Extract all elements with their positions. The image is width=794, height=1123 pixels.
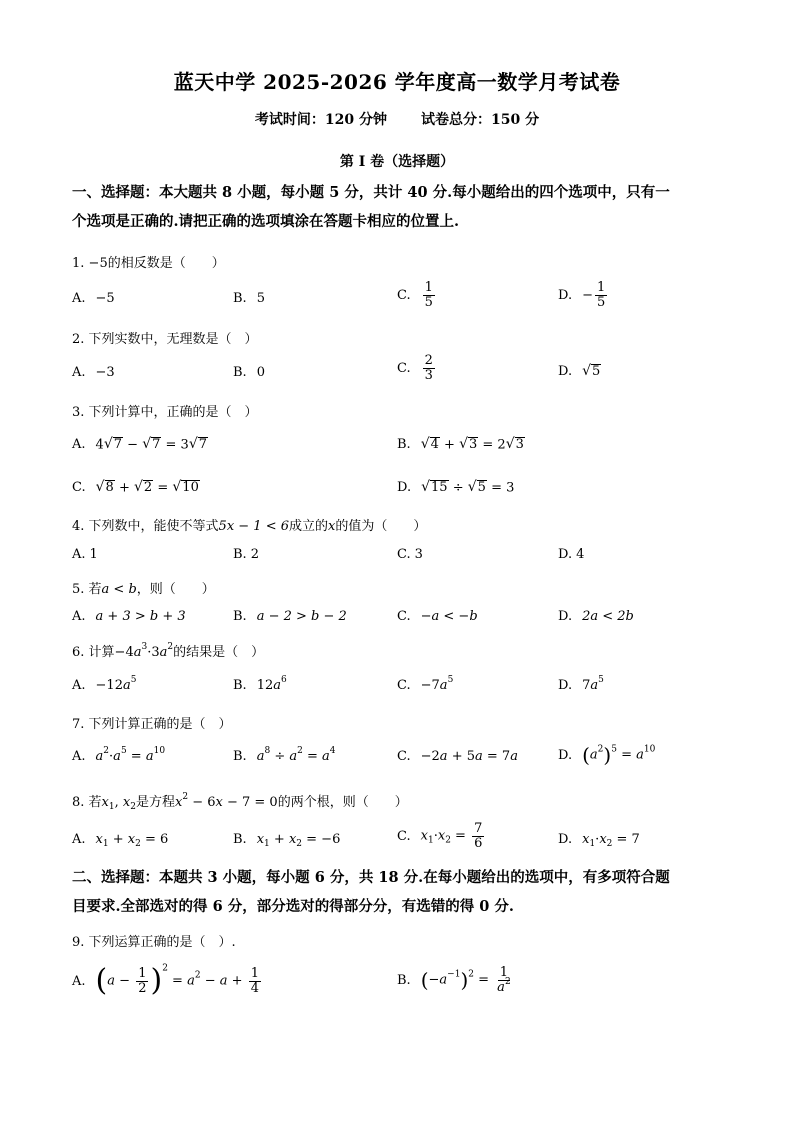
q2-option-d[interactable]: D. √ 5 [558, 363, 601, 380]
q3-option-a[interactable]: A. 4 √ 7 − √ 7 = 3 √ 7 [72, 436, 208, 453]
q5-option-a[interactable]: A. a + 3 > b + 3 [72, 609, 186, 624]
q1-number: −5 [88, 256, 108, 271]
section-two-line1: 二、选择题：本题共 3 小题，每小题 6 分，共 18 分.在每小题给出的选项中，有多项符合题 [72, 869, 670, 886]
q1-option-a[interactable]: A. −5 [72, 291, 115, 306]
section-two-line2: 目要求.全部选对的得 6 分，部分选对的得部分分，有选错的得 0 分. [72, 898, 514, 915]
q3-option-b[interactable]: B. √ 4 + √ 3 = 2 √ 3 [397, 436, 524, 453]
q9-option-a[interactable]: A. (a − $\frac{1}{2}$ )$^2 = a^2 - a$ + $\frac{1}{4}$ [72, 963, 259, 998]
question-7-stem: 7. 下列计算正确的是（ ） [72, 717, 232, 732]
q2-option-b[interactable]: B. 0 [233, 365, 265, 380]
exam-info [0, 109, 794, 129]
exam-total-score: 试卷总分：150 分 [421, 112, 540, 128]
q3-option-c[interactable]: C. √ 8 + √ 2 = √ 10 [72, 479, 199, 496]
q6-option-c[interactable]: C. $-7a^5$ [397, 675, 454, 693]
question-2-stem: 2. 下列实数中，无理数是（ ） [72, 332, 258, 347]
question-1-stem: 1. −5的相反数是（ ） [72, 256, 225, 271]
question-4-stem: 4. 下列数中，能使不等式5x − 1 < 6成立的x的值为（ ） [72, 519, 427, 534]
section-one-line2: 个选项是正确的.请把正确的选项填涂在答题卡相应的位置上. [72, 213, 460, 230]
part-heading: 第 I 卷（选择题） [339, 154, 455, 170]
q1-option-b[interactable]: B. 5 [233, 291, 265, 306]
q7-option-a[interactable]: A. $a^2\cdot a^5 = a^{10}$ [72, 746, 166, 764]
q2-option-a[interactable]: A. −3 [72, 365, 115, 380]
q5-option-c[interactable]: C. −a < −b [397, 609, 478, 624]
q1-option-c[interactable]: C. $\frac{1}{5}$ [397, 280, 433, 310]
section-one-line1: 一、选择题：本大题共 8 小题，每小题 5 分，共计 40 分.每小题给出的四个选项中，只有一 [72, 184, 670, 201]
q9-option-b[interactable]: B. $(-a^{-1})^2$ = $\frac{1}{a^2}$ [397, 965, 511, 995]
q4-option-a[interactable]: A. 1 [72, 547, 98, 562]
q5-option-d[interactable]: D. 2a < 2b [558, 609, 634, 624]
q1-option-d[interactable]: D. − $\frac{1}{5}$ [558, 280, 606, 310]
q8-option-b[interactable]: B. $x_1 + x_2 = -6$ [233, 832, 341, 849]
exam-time: 考试时间：120 分钟 [254, 112, 387, 128]
question-5-stem: 5. 若a < b，则（ ） [72, 582, 215, 597]
q7-option-b[interactable]: B. $a^8 \div a^2 = a^4$ [233, 746, 336, 764]
q7-option-c[interactable]: C. −2a + 5a = 7a [397, 749, 518, 764]
question-6-stem: 6. 计算$-4a^3\cdot 3a^2$的结果是（ ） [72, 642, 265, 660]
q7-option-d[interactable]: D. $(a^2)^5 = a^{10}$ [558, 743, 656, 767]
q6-option-b[interactable]: B. $12a^6$ [233, 675, 287, 693]
section-one-instructions [72, 178, 722, 236]
q8-option-d[interactable]: D. $x_1\cdot x_2 = 7$ [558, 832, 640, 849]
q6-option-a[interactable]: A. $-12a^5$ [72, 675, 137, 693]
q4-option-b[interactable]: B. 2 [233, 547, 259, 562]
q8-option-c[interactable]: C. $x_1\cdot x_2$ = $\frac{7}{6}$ [397, 821, 483, 851]
q5-option-b[interactable]: B. a − 2 > b − 2 [233, 609, 347, 624]
exam-title: 蓝天中学 2025-2026 学年度高一数学月考试卷 [173, 70, 621, 94]
q6-option-d[interactable]: D. $7a^5$ [558, 675, 604, 693]
q3-option-d[interactable]: D. √ 15 ÷ √ 5 = 3 [397, 479, 515, 496]
question-8-stem: 8. 若$x_1$, $x_2$是方程$x^2 - 6x - 7 = 0$的两个根，则（ ） [72, 792, 408, 812]
q2-option-c[interactable]: C. $\frac{2}{3}$ [397, 353, 433, 383]
section-two-instructions [72, 863, 722, 921]
q8-option-a[interactable]: A. $x_1 + x_2 = 6$ [72, 832, 169, 849]
question-9-stem: 9. 下列运算正确的是（ ）. [72, 935, 236, 950]
q4-option-d[interactable]: D. 4 [558, 547, 585, 562]
question-3-stem: 3. 下列计算中，正确的是（ ） [72, 405, 258, 420]
q4-option-c[interactable]: C. 3 [397, 547, 423, 562]
